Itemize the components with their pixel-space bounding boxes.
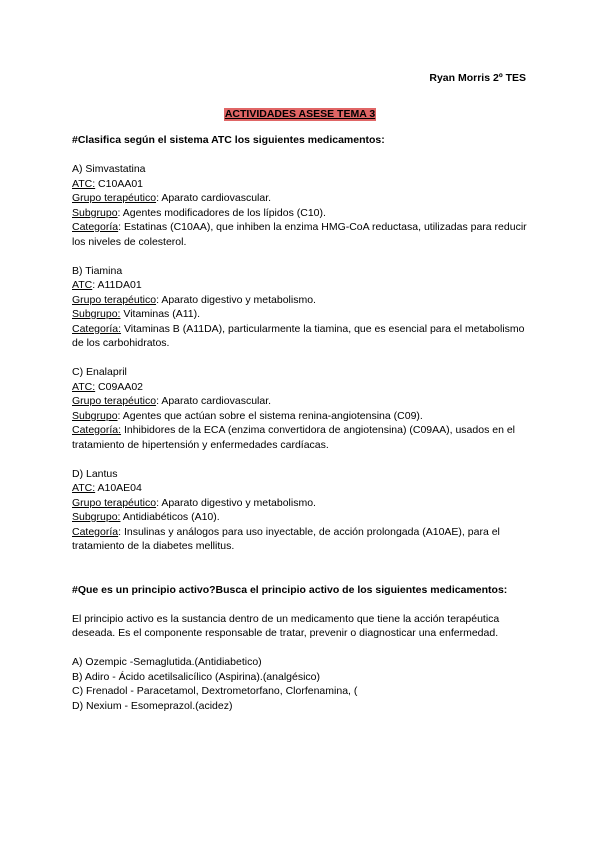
drug-entry-c: [72, 365, 528, 452]
atc-line: [72, 278, 528, 293]
categoria-label: Categoría:: [72, 322, 122, 335]
principio-activo-definition: El principio activo es la sustancia dentro de un medicamento que tiene la acción terapéutica deseada. Es el componente responsable de tratar, prevenir o diagnosticar una enfermedad.: [72, 612, 500, 639]
categoria-value: Inhibidores de la ECA (enzima convertidora de angiotensina) (C09AA), usados en el tratamiento de hipertensión y enfermedades cardíacas.: [72, 424, 516, 451]
grupo-value: : Aparato digestivo y metabolismo.: [156, 496, 316, 509]
atc-label: ATC:: [72, 177, 96, 190]
categoria-value: : Estatinas (C10AA), que inhiben la enzima HMG-CoA reductasa, utilizadas para reducir los niveles de colesterol.: [72, 221, 527, 248]
grupo-line: [72, 496, 528, 511]
grupo-line: [72, 293, 528, 308]
subgrupo-value: : Agentes modificadores de los lípidos (C10).: [117, 206, 326, 219]
grupo-label: Grupo terapéutico: [72, 192, 157, 204]
grupo-line: [72, 394, 528, 409]
categoria-label: Categoría: [72, 525, 119, 538]
atc-label: ATC:: [72, 380, 96, 393]
section2-heading: #Que es un principio activo?Busca el principio activo de los siguientes medicamentos:: [72, 583, 508, 596]
title-wrapper: [0, 104, 600, 122]
grupo-value: : Aparato digestivo y metabolismo.: [156, 293, 316, 306]
grupo-value: : Aparato cardiovascular.: [156, 395, 272, 407]
categoria-value: : Insulinas y análogos para uso inyectable, de acción prolongada (A10AE), para el tratamiento de la diabetes mellitus.: [72, 525, 500, 552]
subgrupo-label: Subgrupo:: [72, 511, 121, 523]
subgrupo-line: [72, 206, 528, 221]
grupo-label: Grupo terapéutico: [72, 395, 157, 407]
subgrupo-label: Subgrupo: [72, 409, 118, 422]
drug-name: C) Enalapril: [72, 366, 127, 378]
drug-entry-d: [72, 467, 528, 554]
list-item: B) Adiro - Ácido acetilsalicílico (Aspirina).(analgésico): [72, 670, 321, 683]
subgrupo-line: [72, 307, 528, 322]
atc-label: ATC:: [72, 482, 96, 494]
atc-label: ATC: [72, 279, 93, 291]
categoria-line: [72, 423, 528, 452]
grupo-value: : Aparato cardiovascular.: [156, 192, 272, 204]
drug-name: B) Tiamina: [72, 264, 123, 277]
categoria-line: [72, 322, 528, 351]
categoria-label: Categoría:: [72, 424, 122, 436]
list-item: D) Nexium - Esomeprazol.(acidez): [72, 699, 233, 712]
atc-line: [72, 177, 528, 192]
document-title: ACTIVIDADES ASESE TEMA 3: [224, 108, 376, 120]
grupo-label: Grupo terapéutico: [72, 293, 157, 306]
drug-name: A) Simvastatina: [72, 163, 146, 175]
subgrupo-value: Antidiabéticos (A10).: [120, 511, 220, 523]
atc-value: A10AE04: [95, 482, 142, 494]
subgrupo-line: [72, 510, 528, 525]
author-name: Ryan Morris 2º TES: [429, 72, 526, 84]
categoria-value: Vitaminas B (A11DA), particularmente la tiamina, que es esencial para el metabolismo de los carbohidratos.: [72, 322, 525, 349]
atc-value: : A11DA01: [92, 279, 142, 291]
document-body: [72, 133, 528, 713]
subgrupo-line: [72, 409, 528, 424]
grupo-label: Grupo terapéutico: [72, 496, 157, 509]
atc-line: [72, 380, 528, 395]
categoria-line: [72, 220, 528, 249]
list-item: A) Ozempic -Semaglutida.(Antidiabetico): [72, 656, 262, 668]
subgrupo-value: Vitaminas (A11).: [120, 308, 201, 320]
drug-entry-b: [72, 264, 528, 351]
subgrupo-label: Subgrupo: [72, 206, 118, 219]
section1-heading: #Clasifica según el sistema ATC los siguientes medicamentos:: [72, 134, 385, 146]
categoria-label: Categoría: [72, 221, 119, 233]
grupo-line: [72, 191, 528, 206]
list-item: C) Frenadol - Paracetamol, Dextrometorfano, Clorfenamina, (: [72, 685, 358, 697]
categoria-line: [72, 525, 528, 554]
subgrupo-label: Subgrupo:: [72, 308, 121, 320]
atc-line: [72, 481, 528, 496]
drug-name: D) Lantus: [72, 467, 118, 480]
subgrupo-value: : Agentes que actúan sobre el sistema renina-angiotensina (C09).: [117, 409, 423, 422]
atc-value: C10AA01: [95, 177, 144, 190]
atc-value: C09AA02: [95, 380, 144, 393]
drug-entry-a: [72, 162, 528, 249]
